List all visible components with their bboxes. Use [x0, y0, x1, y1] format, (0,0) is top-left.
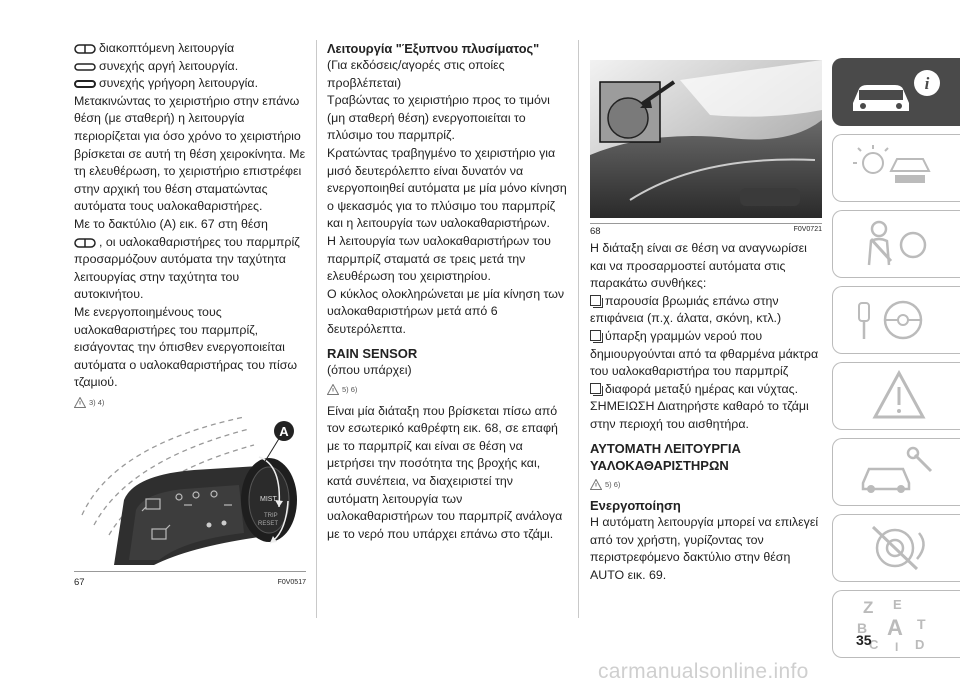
wiper-stalk-illustration — [74, 415, 306, 565]
tab-warning[interactable] — [832, 362, 960, 430]
tab-service-settings[interactable] — [832, 514, 960, 582]
bullet-square-icon — [590, 383, 601, 394]
column-middle — [327, 40, 567, 543]
index-letter: I — [895, 640, 899, 654]
index-letter: A — [887, 615, 903, 640]
intermittent-wiper-symbol-icon — [74, 238, 96, 248]
fig-label-a: A — [279, 424, 289, 440]
warning-note: 5) 6) — [327, 381, 567, 399]
figure-code: F0V0721 — [793, 226, 822, 233]
watermark: carmanualsonline.info — [598, 660, 809, 683]
bullet-square-icon — [590, 330, 601, 341]
figure-68 — [590, 60, 822, 237]
figure-number: 68 — [590, 226, 601, 237]
chapter-tabs — [832, 58, 960, 666]
paragraph: Με το δακτύλιο (A) εικ. 67 στη θέση , οι υαλοκαθαριστήρες του παρμπρίζ προσαρμόζουν αυτόματα την ταχύτητα λειτουργίας στην ταχύτητα του αυτοκινήτου. — [74, 216, 300, 302]
tab-dashboard-lights[interactable] — [832, 134, 960, 202]
bullet-item: παρουσία βρωμιάς επάνω στην επιφάνεια (π.χ. άλατα, σκόνη, κτλ.) — [590, 293, 782, 326]
column-right — [590, 240, 822, 585]
paragraph: ΣΗΜΕΙΩΣΗ Διατηρήστε καθαρό το τζάμι στην περιοχή του αισθητήρα. — [590, 399, 809, 431]
paragraph: Τραβώντας το χειριστήριο προς το τιμόνι (μη σταθερή θέση) ενεργοποιείται το πλύσιμο του παρμπρίζ. — [327, 93, 550, 143]
dashboard-lights-icon — [833, 135, 960, 201]
wiper-slow-line: συνεχής αργή λειτουργία. — [74, 58, 306, 76]
paragraph: Η διάταξη είναι σε θέση να αναγνωρίσει και να προσαρμοστεί αυτόματα στις παρακάτω συνθήκες: — [590, 241, 807, 291]
tab-index[interactable] — [832, 590, 960, 658]
paragraph: Με ενεργοποιημένους τους υαλοκαθαριστήρες του παρμπρίζ, εισάγοντας την όπισθεν ενεργοποιείται αυτόματα ο υαλοκαθαριστήρας του πίσω τζαμιού. — [74, 304, 298, 390]
column-divider — [578, 40, 579, 618]
index-letter: E — [893, 597, 902, 612]
column-left — [74, 40, 306, 589]
section-heading: RAIN SENSOR — [327, 345, 418, 361]
paragraph: Κρατώντας τραβηγμένο το χειριστήριο για μισό δευτερόλεπτο είναι δυνατόν να ενεργοποιηθεί αυτόματα με μία μόνο κίνηση ο ψεκασμός για το πλύσιμο του παρμπρίζ και η λειτουργία των υαλοκαθαριστήρων. — [327, 145, 567, 231]
seatbelt-airbag-icon — [833, 211, 960, 277]
wiper-intermittent-line: διακοπτόμενη λειτουργία — [74, 40, 306, 58]
fig-label-trip: TRIP — [264, 513, 278, 520]
index-letters-icon — [833, 591, 960, 657]
key-steering-icon — [833, 287, 960, 353]
svg-text:i: i — [924, 74, 930, 93]
column-divider — [316, 40, 317, 618]
index-letter: D — [915, 637, 925, 652]
warning-note: 5) 6) — [590, 476, 822, 494]
car-windshield-photo — [590, 60, 822, 218]
warning-triangle-icon — [327, 384, 339, 395]
bullet-item: διαφορά μεταξύ ημέρας και νύχτας. — [590, 381, 822, 399]
fast-wiper-symbol-icon — [74, 79, 96, 89]
section-heading: ΑΥΤΟΜΑΤΗ ΛΕΙΤΟΥΡΓΙΑ ΥΑΛΟΚΑΘΑΡΙΣΤΗΡΩΝ — [590, 440, 741, 473]
figure-67 — [74, 415, 306, 589]
intermittent-wiper-symbol-icon — [74, 44, 96, 54]
figure-number: 67 — [74, 577, 85, 589]
service-settings-icon — [833, 515, 960, 581]
paragraph: (Για εκδόσεις/αγορές στις οποίες προβλέπεται) — [327, 58, 505, 90]
tab-seatbelt-airbag[interactable] — [832, 210, 960, 278]
figure-caption — [74, 574, 306, 592]
index-letter: Z — [863, 598, 874, 617]
bullet-item: ύπαρξη γραμμών νερού που δημιουργούνται από τα φθαρμένα μάκτρα του υαλοκαθαριστήρα του παρμπρίζ — [590, 328, 819, 379]
index-letter: B — [857, 620, 868, 636]
warning-triangle-icon — [590, 479, 602, 490]
warning-triangle-icon — [833, 363, 960, 429]
bullet-square-icon — [590, 295, 601, 306]
index-letter: T — [917, 616, 926, 632]
paragraph: (όπου υπάρχει) — [327, 362, 412, 377]
figure-code: F0V0517 — [277, 579, 306, 587]
paragraph: Είναι μία διάταξη που βρίσκεται πίσω από τον εσωτερικό καθρέφτη εικ. 68, σε επαφή με το παρμπρίζ και είναι σε θέση να μετρήσει την ποσότητα της βροχής και, κατά συνέπεια, να διαχειριστεί την αυτόματη λειτουργία των υαλοκαθαριστήρων του παρμπρίζ ανάλογα με το νερό που υπάρχει επάνω στο τζάμι. — [327, 403, 563, 541]
figure-caption — [590, 226, 822, 237]
paragraph: Η λειτουργία των υαλοκαθαριστήρων του παρμπρίζ σταματά σε τρεις μετά την ελευθέρωση του χειριστηρίου. — [327, 233, 551, 284]
paragraph: Ο κύκλος ολοκληρώνεται με μία κίνηση των υαλοκαθαριστήρων μετά από 6 δευτερόλεπτα. — [327, 286, 565, 336]
slow-wiper-symbol-icon — [74, 62, 96, 72]
warning-triangle-icon — [74, 397, 86, 408]
car-info-icon — [833, 59, 960, 125]
fig-label-mist: MIST — [260, 496, 277, 504]
tab-car-info[interactable] — [832, 58, 960, 126]
paragraph: Μετακινώντας το χειριστήριο στην επάνω θέση (με σταθερή) η λειτουργία περιορίζεται για όσο χρόνο το χειριστήριο βρίσκεται σε αυτή τη θέση χειροκίνητα. Με τη ελευθέρωση, το χειριστήριο επιστρέφει στην αρχική του θέση σταματώντας αυτόματα τους υαλοκαθαριστήρες. — [74, 93, 306, 214]
warning-note: 3) 4) — [74, 394, 306, 412]
page-number: 35 — [856, 632, 872, 648]
fig-label-reset: RESET — [258, 521, 279, 528]
wiper-fast-line: συνεχής γρήγορη λειτουργία. — [74, 75, 306, 93]
paragraph: Η αυτόματη λειτουργία μπορεί να επιλεγεί από τον χρήστη, γυρίζοντας τον περιστρεφόμενο δακτύλιο στην θέση AUTO εικ. 69. — [590, 515, 819, 582]
subsection-heading: Ενεργοποίηση — [590, 498, 681, 514]
index-letter: C — [869, 637, 879, 652]
tab-car-tools[interactable] — [832, 438, 960, 506]
car-tools-icon — [833, 439, 960, 505]
section-title: Λειτουργία "Έξυπνου πλυσίματος" — [327, 41, 540, 56]
tab-key-steering[interactable] — [832, 286, 960, 354]
